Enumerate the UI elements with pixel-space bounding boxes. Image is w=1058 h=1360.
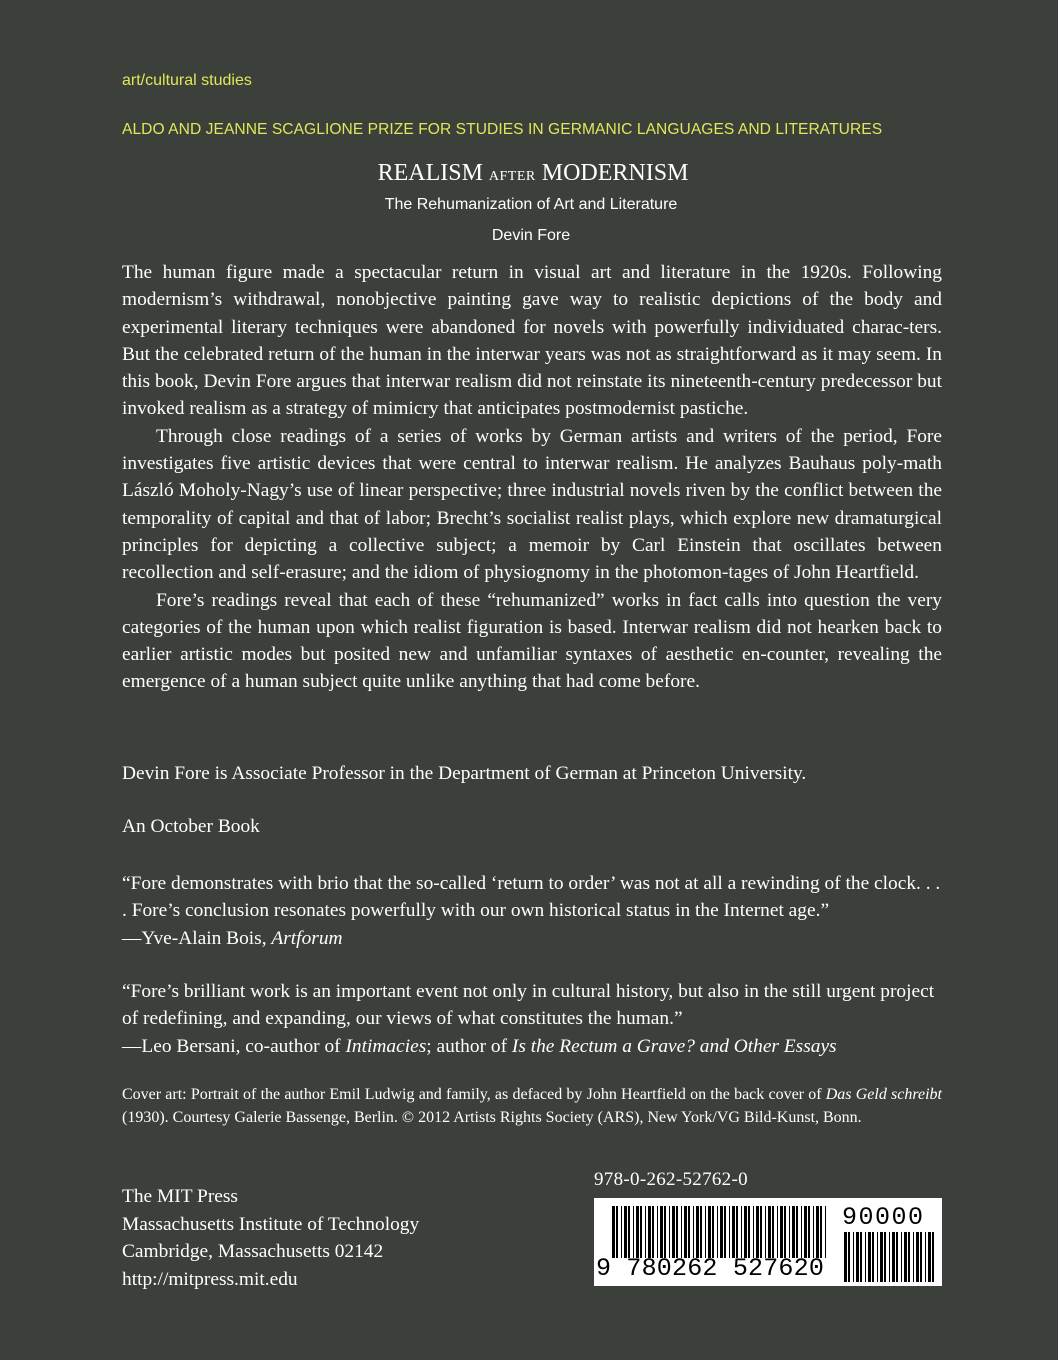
barcode-bar (765, 1206, 766, 1258)
barcode-bar (693, 1206, 694, 1258)
attribution-work: Intimacies (345, 1035, 427, 1057)
barcode-bar (640, 1206, 642, 1258)
barcode-bar (784, 1206, 786, 1258)
isbn-number: 978-0-262-52762-0 (594, 1169, 748, 1190)
barcode-bar (684, 1206, 687, 1258)
publisher-address: Cambridge, Massachusetts 02142 (122, 1241, 384, 1262)
barcode-bar (808, 1206, 810, 1258)
barcode-bar (868, 1232, 871, 1282)
attribution-work: Is the Rectum a Grave? and Other Essays (511, 1035, 837, 1057)
barcode-bar (928, 1232, 931, 1282)
barcode-bar (777, 1206, 778, 1258)
description-paragraph: The human figure made a spectacular return in visual art and literature in the 1920s. Following modernism’s withdrawal, nonobjective painting gave way to realistic depictions of the body and experimental literary techniques were abandoned for novels with powerfully individuated charac-ters. But the celebrated return of the human in the interwar years was not as straightforward as it may seem. In this book, Devin Fore argues that interwar realism did not reinstate its nineteenth-century predecessor but invoked realism as a strategy of mimicry that anticipates postmodernist pastiche. (122, 262, 942, 420)
barcode-bar (676, 1206, 678, 1258)
barcode-bar (669, 1206, 670, 1258)
barcode-bar (648, 1206, 651, 1258)
barcode-bar (696, 1206, 699, 1258)
barcode-bar (612, 1206, 615, 1258)
barcode-bar (789, 1206, 790, 1258)
publisher-institution: Massachusetts Institute of Technology (122, 1213, 420, 1235)
barcode-bar (920, 1232, 922, 1282)
prize-label: ALDO AND JEANNE SCAGLIONE PRIZE FOR STUDIES IN GERMANIC LANGUAGES AND LITERATURES (122, 121, 883, 138)
quote-attribution (122, 925, 944, 952)
barcode-bar (853, 1232, 854, 1282)
barcode-bar (904, 1232, 907, 1282)
barcode-bar (901, 1232, 902, 1282)
barcode-bar (712, 1206, 714, 1258)
barcode-addon-digits: 90000 (842, 1203, 925, 1232)
barcode-bar (756, 1206, 759, 1258)
book-title (4, 160, 1058, 187)
book-subtitle: The Rehumanization of Art and Literature (384, 196, 678, 213)
barcode-bar (664, 1206, 666, 1258)
barcode-bar (645, 1206, 646, 1258)
barcode-bar (792, 1206, 795, 1258)
barcode-bar (908, 1232, 910, 1282)
barcode-bar (672, 1206, 675, 1258)
barcode-bar (856, 1232, 859, 1282)
barcode-bar (741, 1206, 742, 1258)
cover-art-credit (122, 1083, 942, 1129)
isbn-barcode (594, 1198, 942, 1286)
quote-attribution (122, 1033, 944, 1060)
barcode-bar (732, 1206, 735, 1258)
publisher-url: http://mitpress.mit.edu (122, 1268, 298, 1290)
barcode-bar (657, 1206, 658, 1258)
barcode-bar (820, 1206, 822, 1258)
author-bio: Devin Fore is Associate Professor in the Department of German at Princeton University. (122, 763, 807, 784)
barcode-main-digits: 9 780262 527620 (596, 1254, 825, 1283)
barcode-bar (717, 1206, 718, 1258)
barcode-bar (892, 1232, 895, 1282)
cover-art-text: (1930). Courtesy Galerie Bassenge, Berlin. © 2012 Artists Rights Society (ARS), New York/VG Bild-Kunst, Bonn. (122, 1109, 862, 1126)
barcode-bar (932, 1232, 934, 1282)
barcode-bar (872, 1232, 874, 1282)
barcode-bar (708, 1206, 711, 1258)
publisher-info (122, 1183, 419, 1293)
barcode-bar (724, 1206, 726, 1258)
barcode-bar (825, 1206, 826, 1258)
blurb-quote (122, 978, 944, 1060)
barcode-bar (880, 1232, 883, 1282)
barcode-bar (744, 1206, 747, 1258)
quote-text: “Fore’s brilliant work is an important event not only in cultural history, but also in the still urgent project of redefining, and expanding, our views of what constitutes the human.” (122, 981, 935, 1030)
book-author: Devin Fore (491, 227, 571, 244)
barcode-bar (860, 1232, 862, 1282)
barcode-bar (628, 1206, 630, 1258)
barcode-bar (801, 1206, 802, 1258)
blurb-quote (122, 870, 944, 952)
barcode-bar (913, 1232, 914, 1282)
barcode-bar (633, 1206, 634, 1258)
barcode-bar (816, 1206, 819, 1258)
barcode-bar (688, 1206, 690, 1258)
attribution-connector: ; author of (426, 1035, 512, 1057)
barcode-bar (916, 1232, 919, 1282)
series-note: An October Book (122, 816, 260, 837)
barcode-bar (748, 1206, 750, 1258)
category-label: art/cultural studies (122, 72, 252, 89)
barcode-bar (700, 1206, 702, 1258)
attribution-name: —Yve-Alain Bois, (122, 927, 272, 949)
title-connector: AFTER (488, 169, 536, 184)
barcode-bar (768, 1206, 771, 1258)
barcode-bar (844, 1232, 847, 1282)
barcode-bar (621, 1206, 622, 1258)
publisher-name: The MIT Press (122, 1186, 238, 1207)
barcode-bar (889, 1232, 890, 1282)
barcode-bar (925, 1232, 926, 1282)
book-description (122, 259, 942, 696)
barcode-bar (804, 1206, 807, 1258)
barcode-bar (705, 1206, 706, 1258)
barcode-bar (865, 1232, 866, 1282)
attribution-publication: Artforum (271, 927, 343, 949)
title-part-1: REALISM (377, 160, 483, 186)
description-paragraph: Through close readings of a series of works by German artists and writers of the period, Fore investigates five artistic devices that were central to interwar realism. He analyzes Bauhaus poly-math László Moholy-Nagy’s use of linear perspective; three industrial novels riven by the conflict between the temporality of capital and that of labor; Brecht’s socialist realist plays, which explore new dramaturgical principles for depicting a collective subject; a memoir by Carl Einstein that oscillates between recollection and self-erasure; and the idiom of physiognomy in the photomon-tages of John Heartfield. (122, 425, 942, 584)
barcode-bar (848, 1232, 850, 1282)
barcode-bar (736, 1206, 738, 1258)
cover-art-text: Cover art: Portrait of the author Emil Ludwig and family, as defaced by John Heartfield on the back cover of (122, 1086, 826, 1103)
attribution-name: —Leo Bersani, co-author of (122, 1035, 346, 1057)
barcode-bar (636, 1206, 639, 1258)
description-paragraph: Fore’s readings reveal that each of these “rehumanized” works in fact calls into question the very categories of the human upon which realist figuration is based. Interwar realism did not hearken back to earlier artistic modes but posited new and unfamiliar syntaxes of aesthetic en-counter, revealing the emergence of a human subject quite unlike anything that had come before. (122, 589, 942, 693)
barcode-bar (760, 1206, 762, 1258)
barcode-bar (896, 1232, 898, 1282)
barcode-bar (813, 1206, 814, 1258)
barcode-bar (884, 1232, 886, 1282)
barcode-bar (772, 1206, 774, 1258)
cover-art-work: Das Geld schreibt (825, 1086, 942, 1103)
title-part-2: MODERNISM (541, 160, 689, 186)
barcode-bar (681, 1206, 682, 1258)
barcode-bar (877, 1232, 878, 1282)
barcode-bar (780, 1206, 783, 1258)
barcode-bar (652, 1206, 654, 1258)
barcode-bar (624, 1206, 627, 1258)
quote-text: “Fore demonstrates with brio that the so-called ‘return to order’ was not at all a rewinding of the clock. . . . Fore’s conclusion resonates powerfully with our own historical status in the Internet age.” (122, 873, 941, 922)
barcode-bar (616, 1206, 618, 1258)
barcode-bar (729, 1206, 730, 1258)
barcode-bar (796, 1206, 798, 1258)
barcode-bar (753, 1206, 754, 1258)
barcode-bar (720, 1206, 723, 1258)
barcode-bar (660, 1206, 663, 1258)
